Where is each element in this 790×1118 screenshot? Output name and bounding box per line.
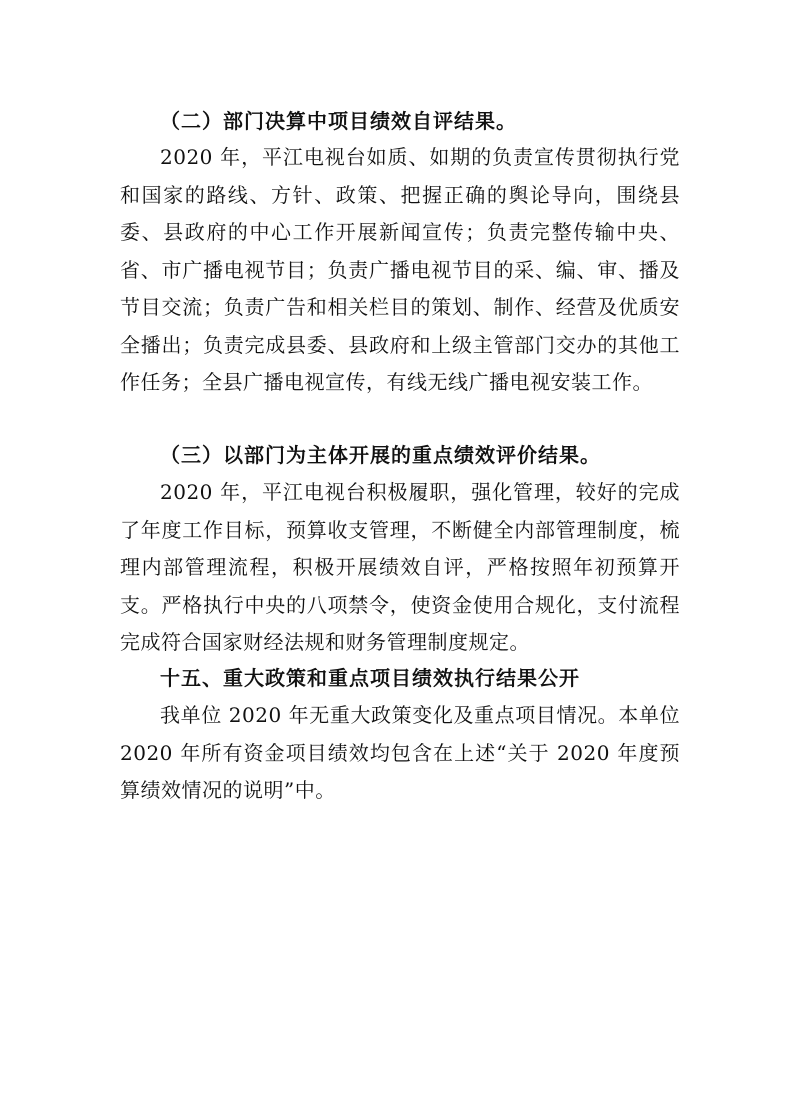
section-heading-key-performance-evaluation: （三）以部门为主体开展的重点绩效评价结果。 [160,443,601,467]
section-heading-performance-self-evaluation: （二）部门决算中项目绩效自评结果。 [160,109,517,133]
paragraph-performance-self-evaluation: 2020 年，平江电视台如质、如期的负责宣传贯彻执行党和国家的路线、方针、政策、把握正确的舆论导向，围绕县委、县政府的中心工作开展新闻宣传；负责完整传输中央、省、市广播电视节目；负责广播电视节目的采、编、审、播及节目交流；负责广告和相关栏目的策划、制作、经营及优质安全播出；负责完成县委、县政府和上级主管部门交办的其他工作任务；全县广播电视宣传，有线无线广播电视安装工作。 [120,145,680,394]
paragraph-major-policy-results: 我单位 2020 年无重大政策变化及重点项目情况。本单位 2020 年所有资金项目绩效均包含在上述“关于 2020 年度预算绩效情况的说明”中。 [120,703,680,802]
paragraph-key-performance-evaluation: 2020 年，平江电视台积极履职，强化管理，较好的完成了年度工作目标，预算收支管理，不断健全内部管理制度，梳理内部管理流程，积极开展绩效自评，严格按照年初预算开支。严格执行中央的八项禁令，使资金使用合规化，支付流程完成符合国家财经法规和财务管理制度规定。 [120,480,680,654]
section-heading-major-policy-results: 十五、重大政策和重点项目绩效执行结果公开 [160,666,580,690]
